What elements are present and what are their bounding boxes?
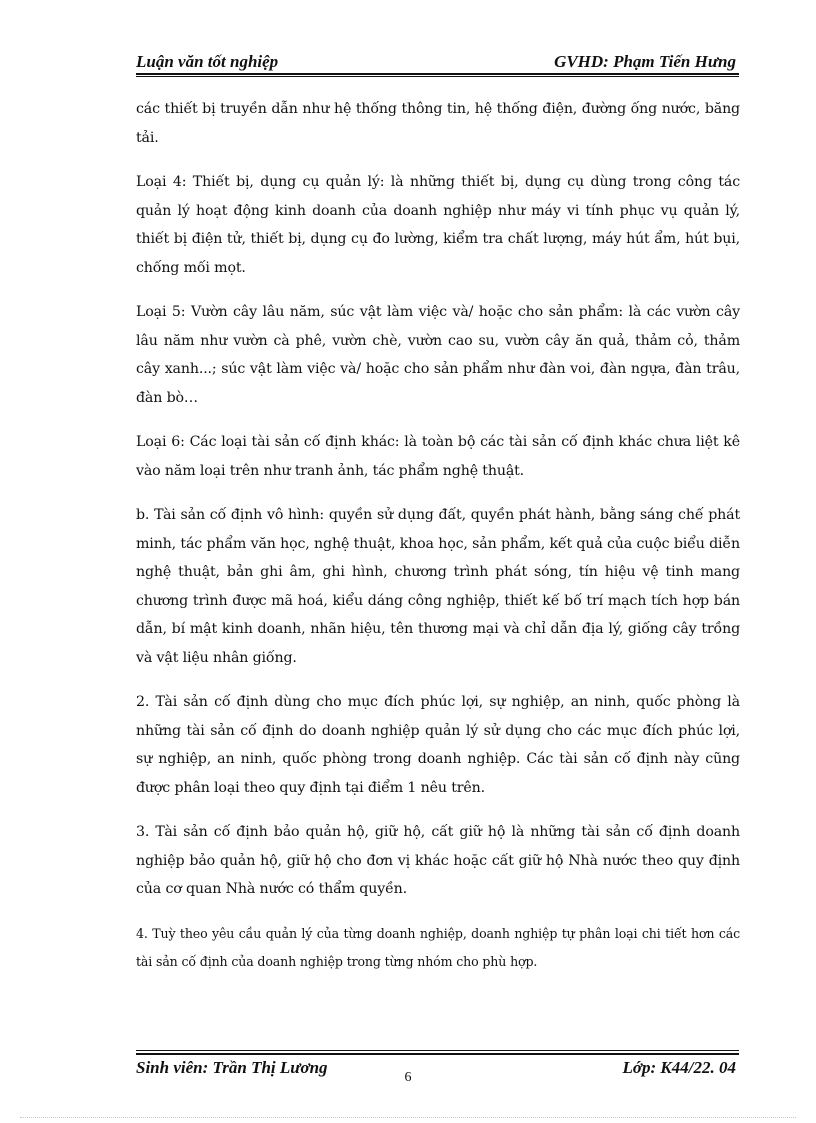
- header-title: Luận văn tốt nghiệp: [136, 52, 279, 71]
- footer-class: Lớp: K44/22. 04: [622, 1058, 736, 1077]
- page-header: [136, 50, 736, 74]
- paragraph-type-5: Loại 5: Vườn cây lâu năm, súc vật làm việc và/ hoặc cho sản phẩm: là các vườn cây lâu năm như vườn cà phê, vườn chè, vườn cao su, vườn cây ăn quả, thảm cỏ, thảm cây xanh...; súc vật làm việc và/ hoặc cho sản phẩm như đàn voi, đàn ngựa, đàn trâu, đàn bò…: [136, 304, 740, 406]
- header-advisor: GVHD: Phạm Tiến Hưng: [554, 52, 736, 71]
- paragraph-custody-assets: 3. Tài sản cố định bảo quản hộ, giữ hộ, cất giữ hộ là những tài sản cố định doanh nghiệp bảo quản hộ, giữ hộ cho đơn vị khác hoặc cất giữ hộ Nhà nước theo quy định của cơ quan Nhà nước có thẩm quyền.: [136, 824, 740, 897]
- footer-student: Sinh viên: Trần Thị Lương: [136, 1058, 328, 1077]
- paragraph-welfare-assets: 2. Tài sản cố định dùng cho mục đích phúc lợi, sự nghiệp, an ninh, quốc phòng là những tài sản cố định do doanh nghiệp quản lý sử dụng cho các mục đích phúc lợi, sự nghiệp, an ninh, quốc phòng trong doanh nghiệp. Các tài sản cố định này cũng được phân loại theo quy định tại điểm 1 nêu trên.: [136, 694, 740, 796]
- paragraph-classification: 4. Tuỳ theo yêu cầu quản lý của từng doanh nghiệp, doanh nghiệp tự phân loại chi tiết hơn các tài sản cố định của doanh nghiệp trong từng nhóm cho phù hợp.: [136, 925, 740, 969]
- page-boundary: [20, 1117, 796, 1118]
- header-rule-thin: [136, 76, 739, 77]
- paragraph-intangible-assets: b. Tài sản cố định vô hình: quyền sử dụng đất, quyền phát hành, bằng sáng chế phát minh, tác phẩm văn học, nghệ thuật, khoa học, sản phẩm, kết quả của cuộc biểu diễn nghệ thuật, bản ghi âm, ghi hình, chương trình phát sóng, tín hiệu vệ tinh mang chương trình được mã hoá, kiểu dáng công nghiệp, thiết kế bố trí mạch tích hợp bán dẫn, bí mật kinh doanh, nhãn hiệu, tên thương mại và chỉ dẫn địa lý, giống cây trồng và vật liệu nhân giống.: [136, 507, 740, 666]
- body-text: [136, 95, 740, 992]
- paragraph-type-4: Loại 4: Thiết bị, dụng cụ quản lý: là những thiết bị, dụng cụ dùng trong công tác quản lý hoạt động kinh doanh của doanh nghiệp như máy vi tính phục vụ quản lý, thiết bị điện tử, thiết bị, dụng cụ đo lường, kiểm tra chất lượng, máy hút ẩm, hút bụi, chống mối mọt.: [136, 174, 740, 276]
- footer-rule-thin: [136, 1050, 739, 1051]
- paragraph-continuation: các thiết bị truyền dẫn như hệ thống thông tin, hệ thống điện, đường ống nước, băng tải.: [136, 101, 740, 146]
- footer-rule-thick: [136, 1053, 739, 1055]
- paragraph-type-6: Loại 6: Các loại tài sản cố định khác: là toàn bộ các tài sản cố định khác chưa liệt kê vào năm loại trên như tranh ảnh, tác phẩm nghệ thuật.: [136, 434, 740, 479]
- page-number: 6: [404, 1070, 412, 1085]
- header-rule-thick: [136, 73, 739, 75]
